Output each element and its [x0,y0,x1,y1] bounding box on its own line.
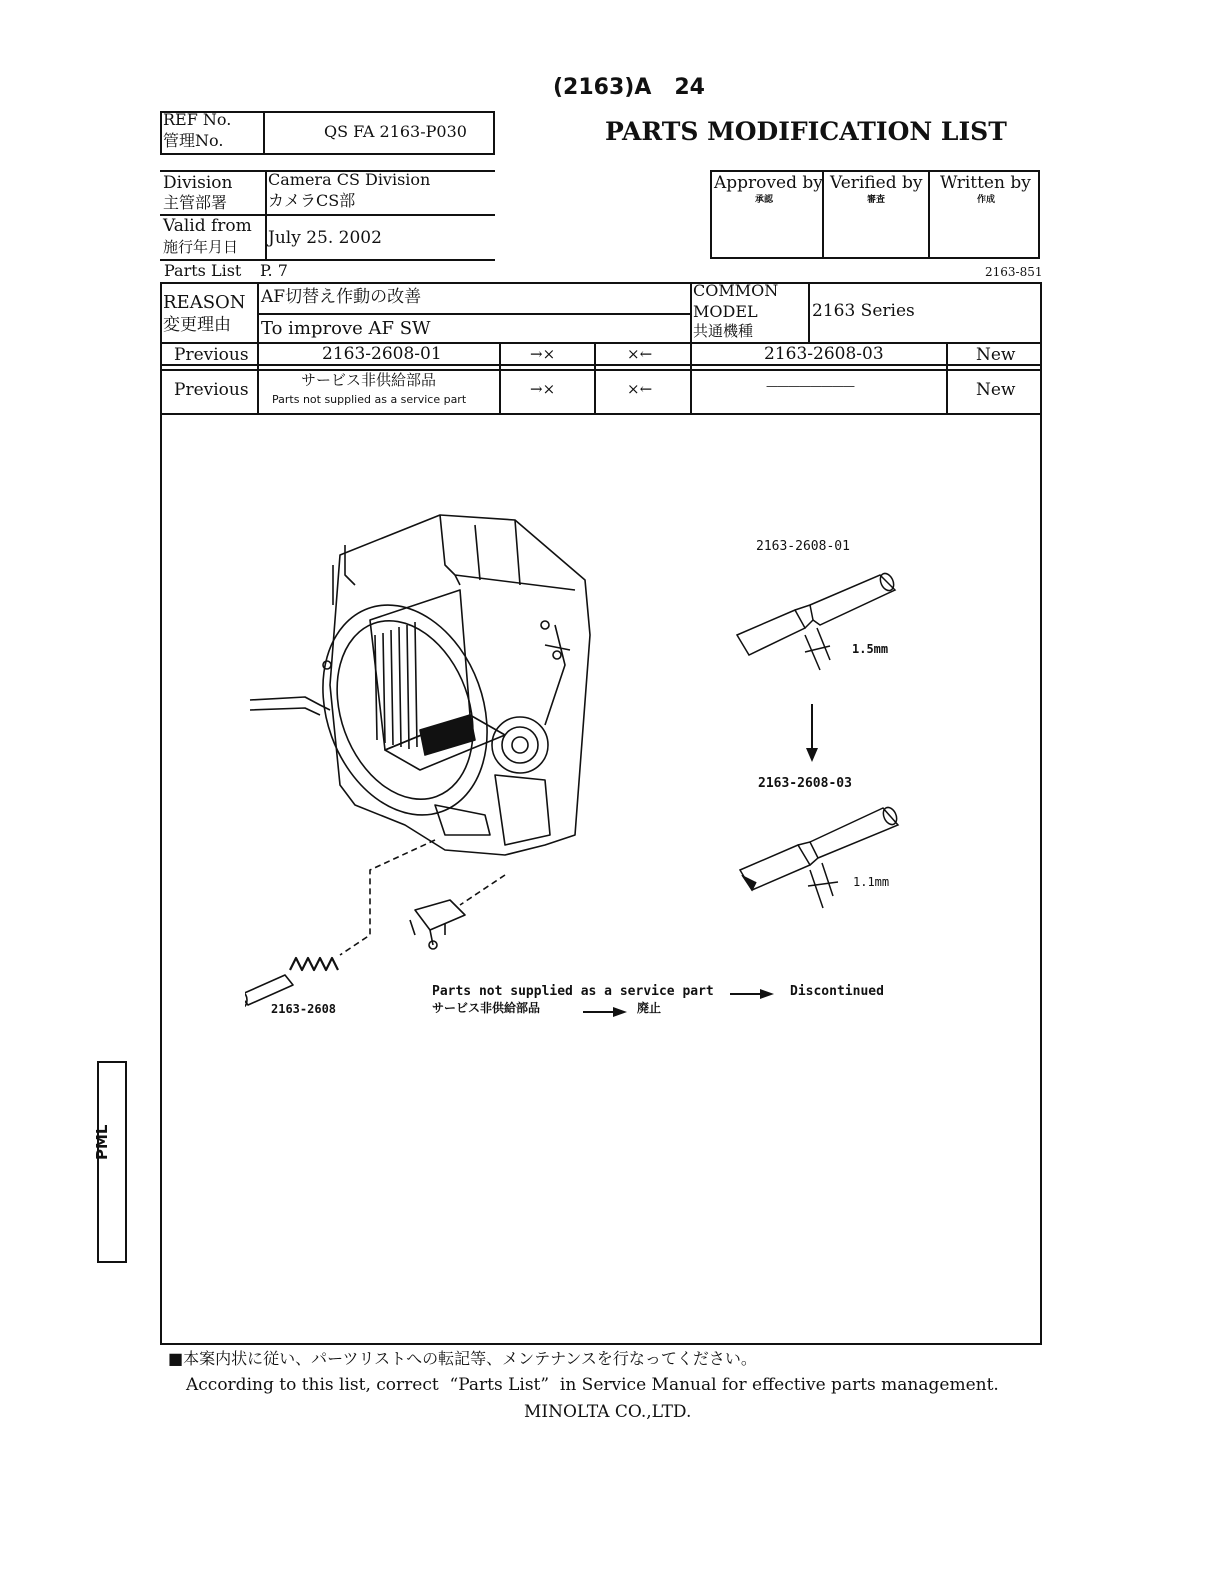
ref-value: QS FA 2163-P030 [324,122,467,141]
ref-label-en: REF No. [163,110,232,129]
doc-code: 2163-851 [985,265,1043,279]
division-value-en: Camera CS Division [268,170,431,189]
part-old-dim: 1.5mm [852,642,889,656]
legend-arrow-1-icon [730,988,775,1000]
common-model-value: 2163 Series [812,301,915,321]
row1-arrow-1: →× [530,345,556,363]
reason-text-en: To improve AF SW [261,318,431,339]
legend-line1-result: Discontinued [790,984,884,999]
part-old-label: 2163-2608-01 [756,539,850,554]
valid-label-jp: 施行年月日 [163,238,239,256]
page-code: (2163)A 24 [553,75,705,100]
division-value-jp: カメラCS部 [268,191,356,210]
parts-list-label: Parts List [164,261,242,280]
pin-new-icon [738,790,918,915]
written-jp: 作成 [977,195,996,205]
written-label: Written by [940,173,1031,193]
row1-prev-part: 2163-2608-01 [322,344,442,364]
reason-label-en: REASON [163,292,246,313]
footer-company: MINOLTA CO.,LTD. [524,1402,692,1422]
verified-jp: 審査 [867,195,886,205]
row1-arrow-2: ×← [627,345,653,363]
verified-label: Verified by [830,173,923,193]
footer-note-jp: ■本案内状に従い、パーツリストへの転記等、メンテナンスを行なってください。 [168,1349,757,1368]
common-model-label-1: COMMON [693,281,779,300]
pin-old-icon [735,560,915,680]
row2-arrow-1: →× [530,380,556,398]
legend-line2-result: 廃止 [637,1001,662,1015]
reason-text-jp: AF切替え作動の改善 [261,287,422,307]
valid-label-en: Valid from [163,216,252,236]
row2-new-label: New [976,380,1016,400]
page-title: PARTS MODIFICATION LIST [605,117,1007,146]
part-new-dim: 1.1mm [853,875,890,889]
approved-jp: 承認 [755,195,774,205]
row2-prev-label: Previous [174,380,249,400]
common-model-label-jp: 共通機種 [693,322,754,340]
row1-new-part: 2163-2608-03 [764,344,884,364]
camera-mechanism-diagram [245,505,625,1025]
valid-value: July 25. 2002 [268,228,382,248]
legend-line2: サービス非供給部品 [432,1001,541,1015]
row1-prev-label: Previous [174,345,249,365]
division-label-jp: 主管部署 [163,193,228,212]
row2-new-part: ———————— [766,379,854,393]
reason-label-jp: 変更理由 [163,315,231,335]
division-label-en: Division [163,173,233,193]
part-new-label: 2163-2608-03 [758,776,852,791]
legend-arrow-2-icon [583,1006,628,1018]
row1-new-label: New [976,345,1016,365]
part-main-label: 2163-2608 [271,1002,337,1016]
approved-label: Approved by [714,173,823,193]
common-model-label-2: MODEL [693,302,758,321]
row2-prev-part-sub: Parts not supplied as a service part [272,393,467,406]
footer-note-en: According to this list, correct “Parts List” in Service Manual for effective parts management. [186,1375,999,1395]
parts-list-value: P. 7 [260,261,288,280]
row2-arrow-2: ×← [627,380,653,398]
ref-label-jp: 管理No. [163,131,224,150]
legend-line1: Parts not supplied as a service part [432,984,714,999]
arrow-down-icon [804,704,820,764]
row2-prev-part: サービス非供給部品 [301,371,437,389]
pml-side-tab [97,1061,127,1263]
